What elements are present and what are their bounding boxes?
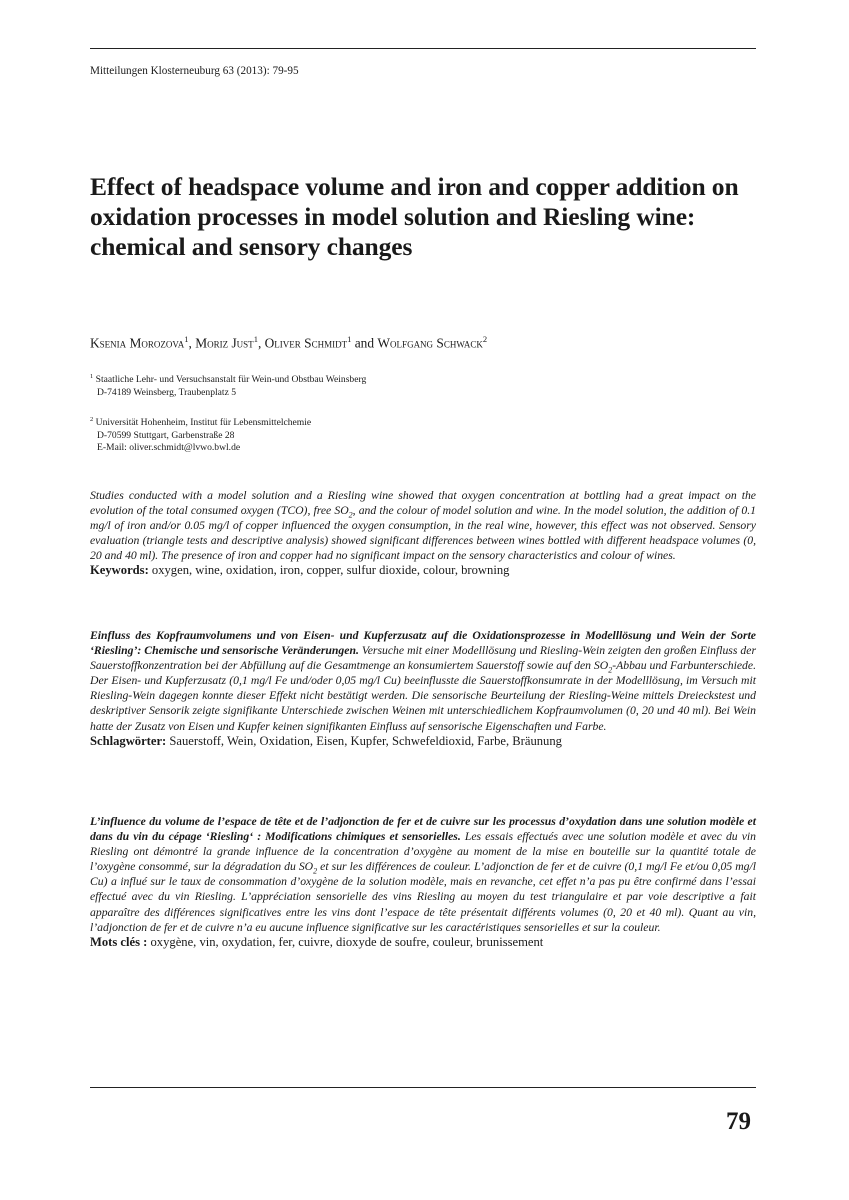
affiliation-1 <box>90 371 366 399</box>
affiliation-number: 1 <box>90 373 94 380</box>
keywords-list: oxygène, vin, oxydation, fer, cuivre, dioxyde de soufre, couleur, brunissement <box>147 934 544 949</box>
abstract-german-text <box>90 628 756 734</box>
affiliation-marker: 1 <box>253 334 258 344</box>
abstract-heading: L’influence du volume de l’espace de tête et de l’adjonction de fer et de cuivre sur les processus d’oxydation dans une solution modèle et dans du vin du cépage ‘Riesling‘ : Modifications chimiques et sensorielles. <box>90 815 756 844</box>
affiliation-marker: 2 <box>482 334 488 344</box>
affiliation-email: E-Mail: oliver.schmidt@lvwo.bwl.de <box>97 442 241 454</box>
abstract-english <box>90 488 756 579</box>
abstract-french <box>90 814 756 950</box>
abstract-text-part: Les essais effectués avec une solution modèle et avec du vin Riesling ont démontré la grande influence de la concentration d’oxygène au moment de la mise en bouteille sur la quantité totale de l’oxygène consommé, sur la dégradation du SO <box>90 830 756 874</box>
abstract-heading: Einfluss des Kopfraumvolumens und von Eisen- und Kupferzusatz auf die Oxidationsprozesse in Modelllösung und Wein der Sorte ‘Riesling’: Chemische und sensorische Veränderungen. <box>90 629 756 658</box>
keywords-label: Mots clés : <box>90 934 148 949</box>
subscript: 2 <box>313 866 318 876</box>
affiliation-2 <box>90 414 311 455</box>
author-name: Ksenia Morozova <box>90 335 185 351</box>
keywords-german <box>90 734 756 749</box>
affiliation-institution: Staatliche Lehr- und Versuchsanstalt für Wein-und Obstbau Weinsberg <box>95 374 367 386</box>
subscript: 2 <box>348 510 353 520</box>
author-list: Ksenia Morozova$^1$, Moriz Just$^1$, Oliver Schmidt$^1$ and Wolfgang Schwack$^2$ <box>90 334 488 351</box>
abstract-text-part: Versuche mit einer Modelllösung und Riesling-Wein zeigten den großen Einfluss der Sauerstoffkonzentration bei der Abfüllung auf die Gesamtmenge an konsumiertem Sauerstoff sowie auf den SO <box>90 644 756 673</box>
abstract-text-part: et sur les différences de couleur. L’adjonction de fer et de cuivre (0,1 mg/l Fe et/ou 0,05 mg/l Cu) a influé sur le taux de consommation d’oxygène de la solution modèle, mais en revanche, cet effet n’a pas pu être confirmé dans l’essai effectué avec du vin Riesling. L’appréciation sensorielle des vins Riesling au moyen du test triangulaire et par voie descriptive a fait apparaître des différences significatives entre les vins dont l’espace de tête présentait différents volumes (0, 20 et 40 ml). Quant au vin, l’adjonction de fer et de cuivre n’a eu aucune influence significative sur les caractéristiques sensorielles et sur la couleur. <box>90 860 756 934</box>
keywords-list: oxygen, wine, oxidation, iron, copper, sulfur dioxide, colour, browning <box>148 563 510 578</box>
author-name: Oliver Schmidt <box>264 335 348 351</box>
abstract-german <box>90 628 756 749</box>
abstract-text-part: , and the colour of model solution and wine. In the model solution, the addition of 0.1 mg/l of iron and/or 0.05 mg/l of copper influenced the oxygen consumption, in the real wine, however, this effect was not observed. Sensory evaluation (triangle tests and descriptive analysis) showed significant differences between wines bottled with different headspace volumes (0, 20 and 40 ml). The presence of iron and copper had no significant impact on the sensory characteristics and colour of wines. <box>90 504 756 563</box>
bottom-rule <box>90 1087 756 1088</box>
abstract-english-text <box>90 488 756 563</box>
paper-title: Effect of headspace volume and iron and copper addition on oxidation processes in model solution and Riesling wine: chemical and sensory changes <box>90 172 739 261</box>
page-number: 79 <box>726 1108 751 1135</box>
top-rule <box>90 48 756 49</box>
journal-reference: Mitteilungen Klosterneuburg 63 (2013): 79-95 <box>90 65 299 77</box>
keywords-english <box>90 563 756 578</box>
affiliation-address: D-70599 Stuttgart, Garbenstraße 28 <box>97 429 235 441</box>
subscript: 2 <box>608 665 613 675</box>
abstract-text-part: Studies conducted with a model solution and a Riesling wine showed that oxygen concentration at bottling had a great impact on the evolution of the total consumed oxygen (TCO), free SO <box>90 489 756 518</box>
abstract-text-part: -Abbau und Farbunterschiede. Der Eisen- und Kupferzusatz (0,1 mg/l Fe und/oder 0,05 mg/l Cu) beeinflusste die Sauerstoffkonsumrate in der Modelllösung, im Versuch mit Riesling-Wein dagegen konnte dieser Effekt nicht bestätigt werden. Die sensorische Beurteilung der Riesling-Weine mittels Dreieckstest und deskriptiver Sensorik zeigte signifikante Unterschiede zwischen Weinen mit unterschiedlichem Kopfraumvolumen (0, 20 und 40 ml). Bei Wein hatte der Zusatz von Eisen und Kupfer keinen signifikanten Einfluss auf sensorische Eigenschaften und Farbe. <box>90 659 756 733</box>
keywords-label: Keywords: <box>90 563 149 578</box>
affiliation-institution: Universität Hohenheim, Institut für Lebensmittelchemie <box>95 417 312 429</box>
affiliation-address: D-74189 Weinsberg, Traubenplatz 5 <box>97 386 237 398</box>
author-conjunction: and <box>354 335 375 351</box>
author-name: Moriz Just <box>195 335 254 351</box>
author-name: Wolfgang Schwack <box>377 335 483 351</box>
keywords-list: Sauerstoff, Wein, Oxidation, Eisen, Kupfer, Schwefeldioxid, Farbe, Bräunung <box>166 733 562 748</box>
keywords-french <box>90 935 756 950</box>
keywords-label: Schlagwörter: <box>90 733 167 748</box>
abstract-french-text <box>90 814 756 935</box>
affiliation-marker: 1 <box>347 334 352 344</box>
affiliation-number: 2 <box>90 416 94 423</box>
affiliation-marker: 1 <box>184 334 189 344</box>
